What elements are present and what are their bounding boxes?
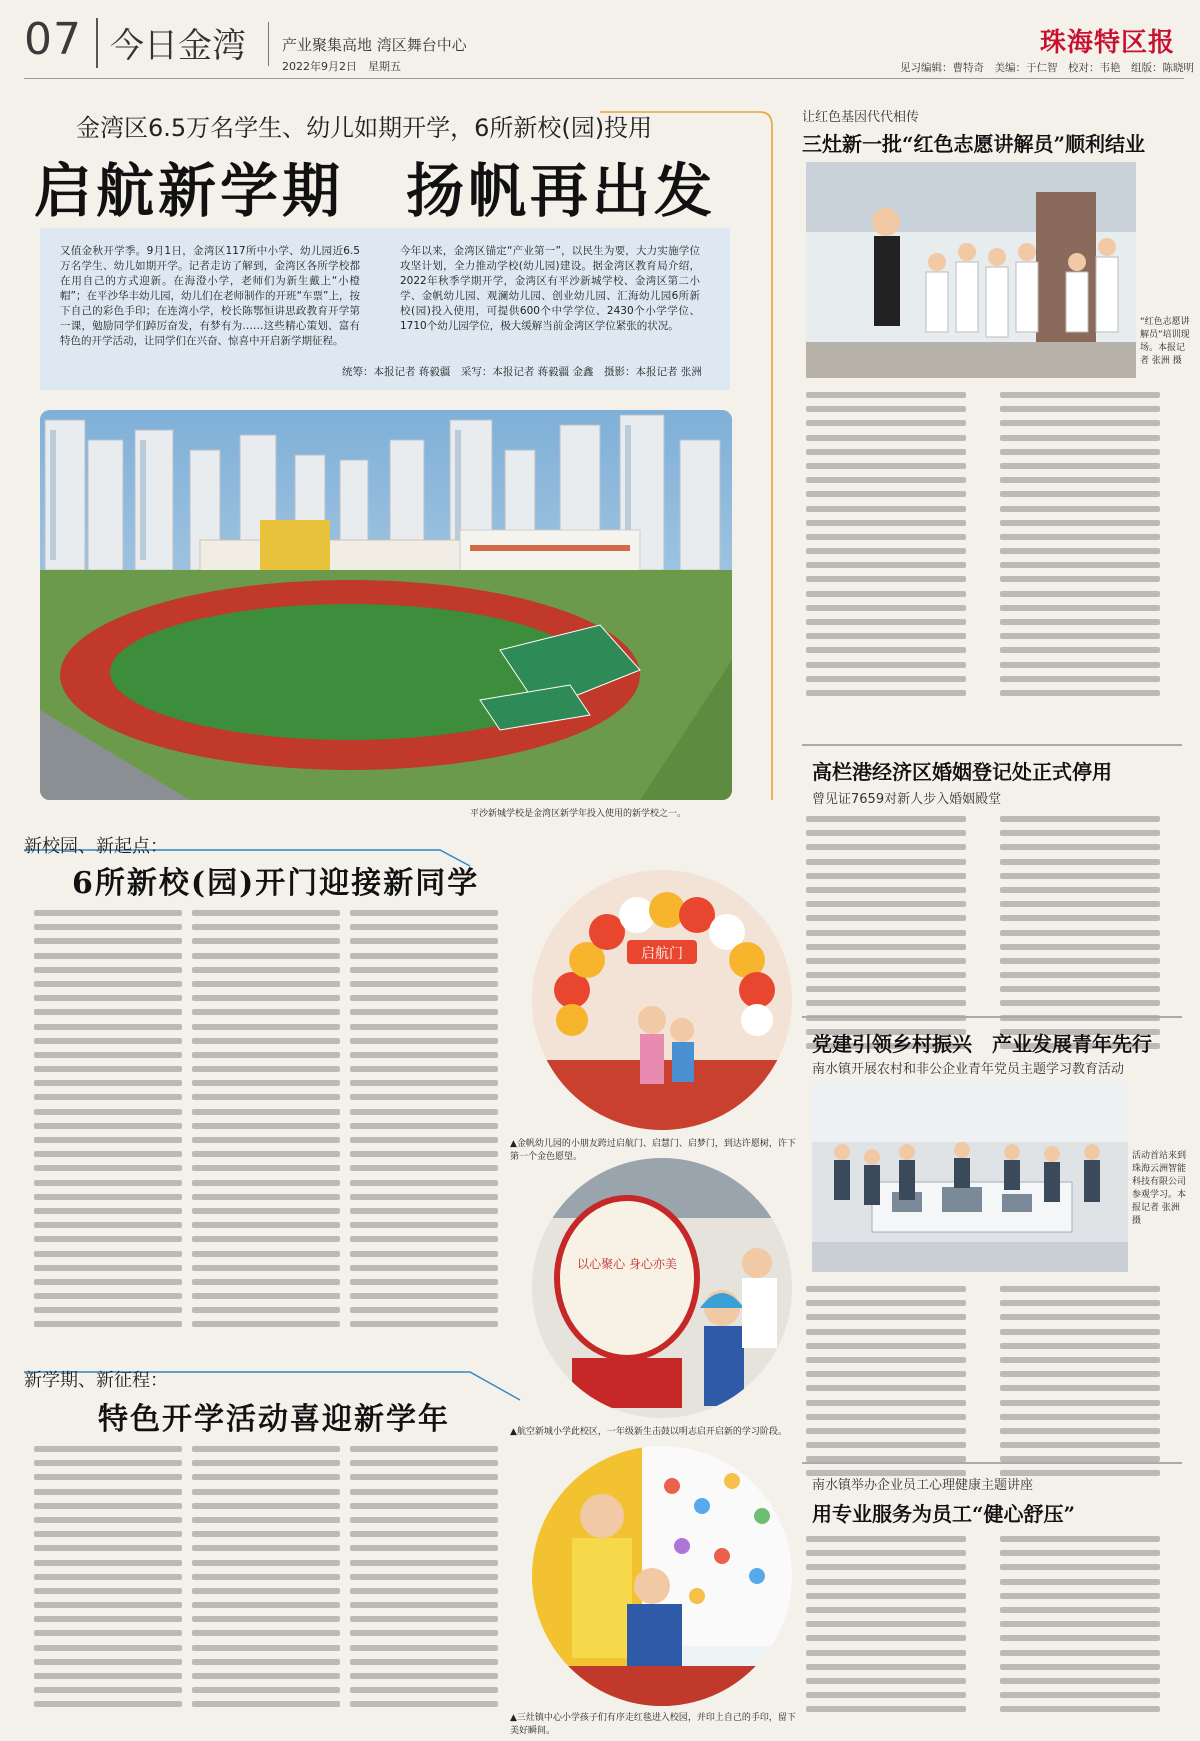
right-article4-title: 用专业服务为员工“健心舒压” [812,1502,1076,1526]
drum-illustration [532,1158,792,1418]
article1-col2 [192,910,340,1336]
tech-company-visit-photo [812,1082,1128,1272]
right-article3-kicker: 南水镇开展农村和非公企业青年党员主题学习教育活动 [812,1062,1125,1077]
photo-caption-1: 平沙新城学校是金湾区新学年投入使用的新学校之一。 [470,809,687,819]
right-photo2-caption: 活动首站来到珠海云洲智能科技有限公司参观学习。本报记者 张洲 摄 [1132,1151,1187,1226]
balloon-arch-illustration [532,870,792,1130]
lead-byline: 统筹：本报记者 蒋毅疆 采写：本报记者 蒋毅疆 金鑫 摄影：本报记者 张洲 [342,366,702,378]
article2-col2 [192,1446,340,1716]
article1-col3 [350,910,498,1336]
article1-col1 [34,910,182,1336]
photo-caption-3: ▲航空新城小学此校区，一年级新生击鼓以明志启开启新的学习阶段。 [510,1427,787,1437]
section2-label: 新学期、新征程： [24,1370,168,1391]
right-article3-col2 [1000,1286,1160,1485]
handprint-wall-photo [532,1446,792,1706]
right-article2-title: 高栏港经济区婚姻登记处正式停用 [812,760,1112,784]
right-article1-col2 [1000,392,1160,704]
handprint-illustration [532,1446,792,1706]
editor-credits: 见习编辑：曹特奇 美编：于仁智 校对：韦艳 组版：陈晓明 [900,62,1194,74]
drum-ceremony-photo [532,1158,792,1418]
right-article4-col2 [1000,1536,1160,1720]
right-article1-title: 三灶新一批“红色志愿讲解员”顺利结业 [802,132,1146,156]
newspaper-masthead: 珠海特区报 [1040,28,1176,58]
right-article1-kicker: 让红色基因代代相传 [802,110,920,125]
intro-right-text: 今年以来，金湾区锚定“产业第一”，以民生为要，大力实施学位攻坚计划，全力推动学校(幼儿园)建设。据金湾区教育局介绍，2022年秋季学期开学，金湾区有平沙新城学校、金湾区第二小学、金帆幼儿园、观澜幼儿园、创业幼儿园、汇海幼儿园6所新校(园)投入使用，可提供600个中学学位、2430个小学学位、1710个幼儿园学位，极大缓解当前金湾区学位紧张的状况。 [400,245,700,332]
training-illustration [806,162,1136,378]
kindergarten-arch-photo [532,870,792,1130]
right-article1-col1 [806,392,966,704]
photo-caption-2: ▲金帆幼儿园的小朋友跨过启航门、启慧门、启梦门，到达许愿树，许下第一个金色愿望。 [510,1139,796,1162]
lead-kicker: 金湾区6.5万名学生、幼儿如期开学，6所新校(园)投用 [76,114,653,142]
right-article3-col1 [806,1286,966,1485]
right-article2-col1 [806,816,966,1057]
right-separator-1 [802,744,1182,746]
school-aerial-illustration [40,410,732,800]
volunteer-training-photo [806,162,1136,378]
page-number: 07 [24,14,82,65]
right-article2-kicker: 曾见证7659对新人步入婚姻殿堂 [812,792,1002,807]
section2-title: 特色开学活动喜迎新学年 [98,1402,450,1437]
section-name: 今日金湾 [110,26,246,66]
right-separator-2 [802,1016,1182,1018]
right-article4-col1 [806,1536,966,1720]
drum-text: 以心聚心 身心亦美 [577,1257,677,1271]
article2-col3 [350,1446,498,1716]
right-article3-title: 党建引领乡村振兴 产业发展青年先行 [812,1032,1152,1056]
right-separator-3 [802,1462,1182,1464]
photo-caption-4: ▲三灶镇中心小学孩子们有序走红毯进入校园，并印上自己的手印，留下美好瞬间。 [510,1713,796,1736]
arch-sign-text: 启航门 [641,946,683,962]
right-article2-col2 [1000,816,1160,1057]
section1-title: 6所新校(园)开门迎接新同学 [72,866,480,901]
school-aerial-photo [40,410,732,800]
issue-date: 2022年9月2日 星期五 [282,60,401,73]
right-photo1-caption: “红色志愿讲解员”培训现场。本报记者 张洲 摄 [1140,317,1190,366]
right-article4-kicker: 南水镇举办企业员工心理健康主题讲座 [812,1478,1034,1493]
visit-illustration [812,1082,1128,1272]
lead-headline: 启航新学期 扬帆再出发 [34,157,717,225]
section1-label: 新校园、新起点： [24,836,168,857]
article2-col1 [34,1446,182,1716]
intro-left-text: 又值金秋开学季。9月1日，金湾区117所中小学、幼儿园近6.5万名学生、幼儿如期开学。记者走访了解到，金湾区各所学校都在用自己的方式迎新。在海澄小学，老师们为新生戴上“小橙帽”；在平沙华丰幼儿园，幼儿们在老师制作的开班“车票”上，按下自己的彩色手印；在连湾小学，校长陈鄂恒讲思政教育开学第一课，勉励同学们踔厉奋发，有梦有为……这些精心策划、富有特色的开学活动，让同学们在兴奋、惊喜中开启新学期征程。 [60,245,360,347]
section-slogan: 产业聚集高地 湾区舞台中心 [282,36,467,54]
